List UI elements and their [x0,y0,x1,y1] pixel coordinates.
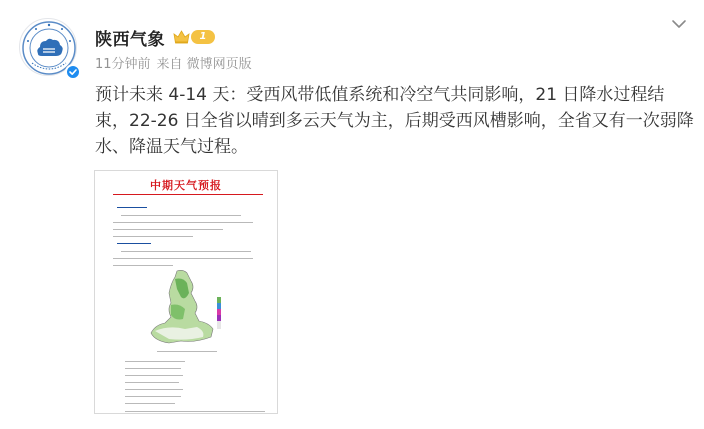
vip-level-label: 1 [191,30,215,44]
post-source: 来自 微博网页版 [156,57,252,72]
post-meta [95,53,252,72]
more-options-button[interactable] [668,14,690,34]
document-title: 中期天气预报 [150,179,222,192]
post-header [95,24,215,50]
verified-check-icon [65,64,81,80]
attached-image[interactable] [94,170,278,414]
post-text: 预计未来 4-14 天：受西风带低值系统和冷空气共同影响，21 日降水过程结束，22-26 日全省以晴到多云天气为主，后期受西风槽影响，全省又有一次弱降水、降温天气过程。 [95,85,694,157]
avatar[interactable] [19,18,77,76]
vip-crown-icon [173,30,190,45]
post-time[interactable]: 11分钟前 [95,57,151,72]
chevron-down-icon [668,14,690,34]
document-rule [113,194,263,195]
nickname-link[interactable]: 陕西气象 [95,29,165,50]
precipitation-map-image [125,267,245,347]
vip-badge[interactable] [173,29,215,45]
